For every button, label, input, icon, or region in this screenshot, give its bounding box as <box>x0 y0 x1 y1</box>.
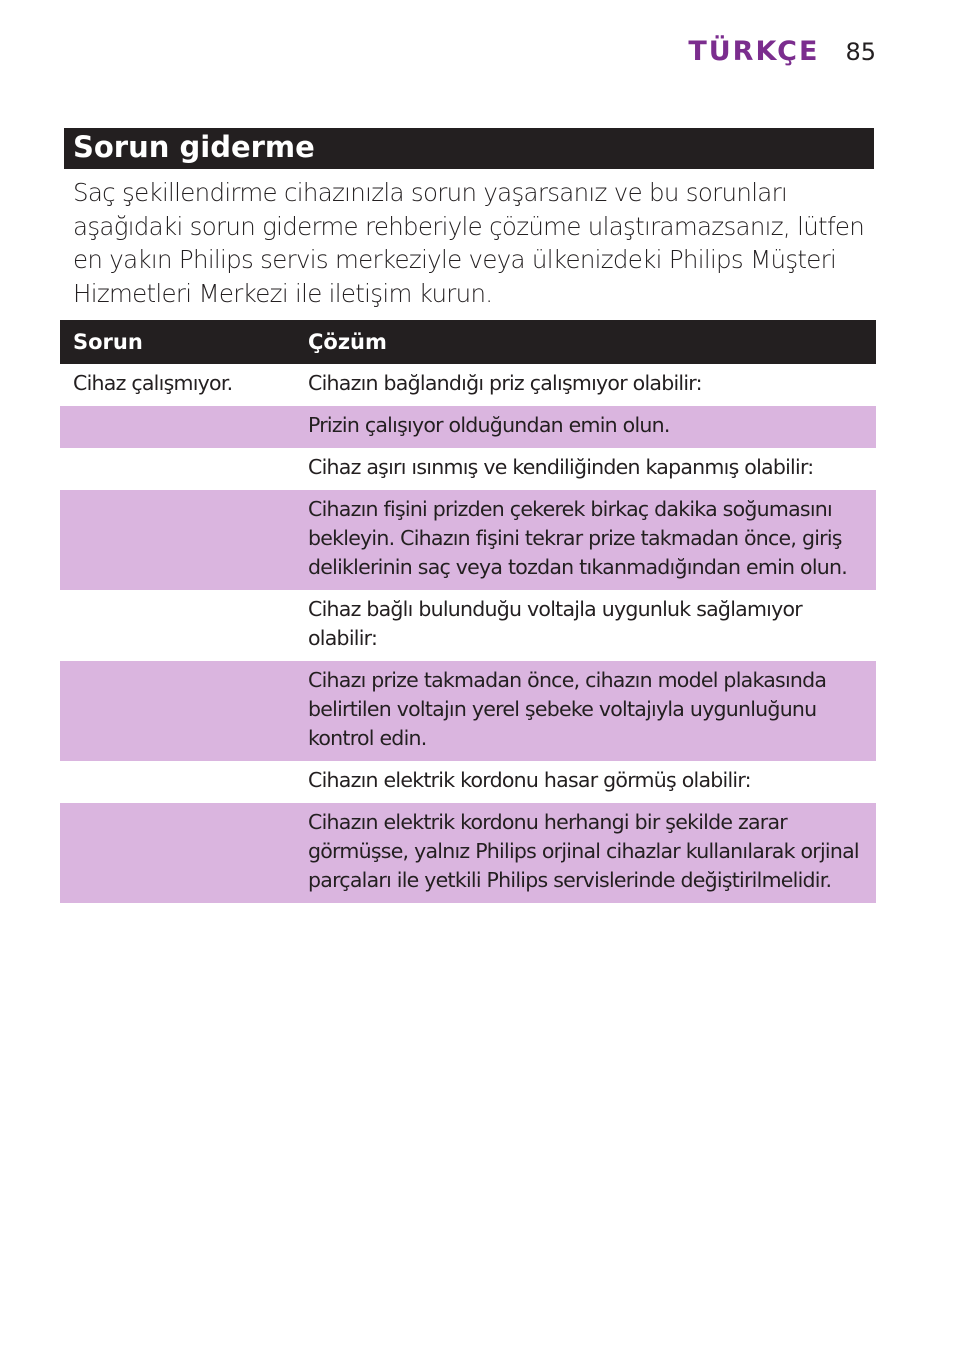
language-label: TÜRKÇE <box>688 36 820 67</box>
solution-cell: Cihaz aşırı ısınmış ve kendiliğinden kapanmış olabilir: <box>304 448 876 490</box>
table-row <box>60 490 876 590</box>
solution-cell: Cihazın fişini prizden çekerek birkaç dakika soğumasını bekleyin. Cihazın fişini tekrar prize takmadan önce, giriş deliklerinin saç veya tozdan tıkanmadığından emin olun. <box>304 490 876 590</box>
table-row <box>60 448 876 490</box>
page-number: 85 <box>845 38 876 66</box>
problem-cell <box>60 490 304 590</box>
problem-cell <box>60 590 304 661</box>
problem-cell <box>60 448 304 490</box>
column-header-problem: Sorun <box>60 320 304 364</box>
intro-paragraph: Saç şekillendirme cihazınızla sorun yaşarsanız ve bu sorunları aşağıdaki sorun giderme rehberiyle çözüme ulaştıramazsanız, lütfen en yakın Philips servis merkeziyle veya ülkenizdeki Philips Müşteri Hizmetleri Merkezi ile iletişim kurun. <box>73 178 865 308</box>
column-header-solution: Çözüm <box>304 320 876 364</box>
solution-cell: Cihazın elektrik kordonu hasar görmüş olabilir: <box>304 761 876 803</box>
solution-cell: Cihaz bağlı bulunduğu voltajla uygunluk sağlamıyor olabilir: <box>304 590 876 661</box>
troubleshooting-table <box>60 320 876 903</box>
table-row <box>60 590 876 661</box>
problem-cell <box>60 406 304 448</box>
table-row <box>60 761 876 803</box>
solution-cell: Cihazın bağlandığı priz çalışmıyor olabilir: <box>304 364 876 406</box>
solution-cell: Cihazın elektrik kordonu herhangi bir şekilde zarar görmüşse, yalnız Philips orjinal cihazlar kullanılarak orjinal parçaları ile yetkili Philips servislerinde değiştirilmelidir. <box>304 803 876 903</box>
problem-cell: Cihaz çalışmıyor. <box>60 364 304 406</box>
problem-cell <box>60 761 304 803</box>
solution-cell: Cihazı prize takmadan önce, cihazın model plakasında belirtilen voltajın yerel şebeke voltajıyla uygunluğunu kontrol edin. <box>304 661 876 761</box>
table-header-row <box>60 320 876 364</box>
table-row <box>60 364 876 406</box>
page-header <box>688 36 876 67</box>
table-row <box>60 661 876 761</box>
problem-cell <box>60 661 304 761</box>
table-row <box>60 803 876 903</box>
solution-cell: Prizin çalışıyor olduğundan emin olun. <box>304 406 876 448</box>
problem-cell <box>60 803 304 903</box>
table-row <box>60 406 876 448</box>
section-title: Sorun giderme <box>64 128 874 169</box>
